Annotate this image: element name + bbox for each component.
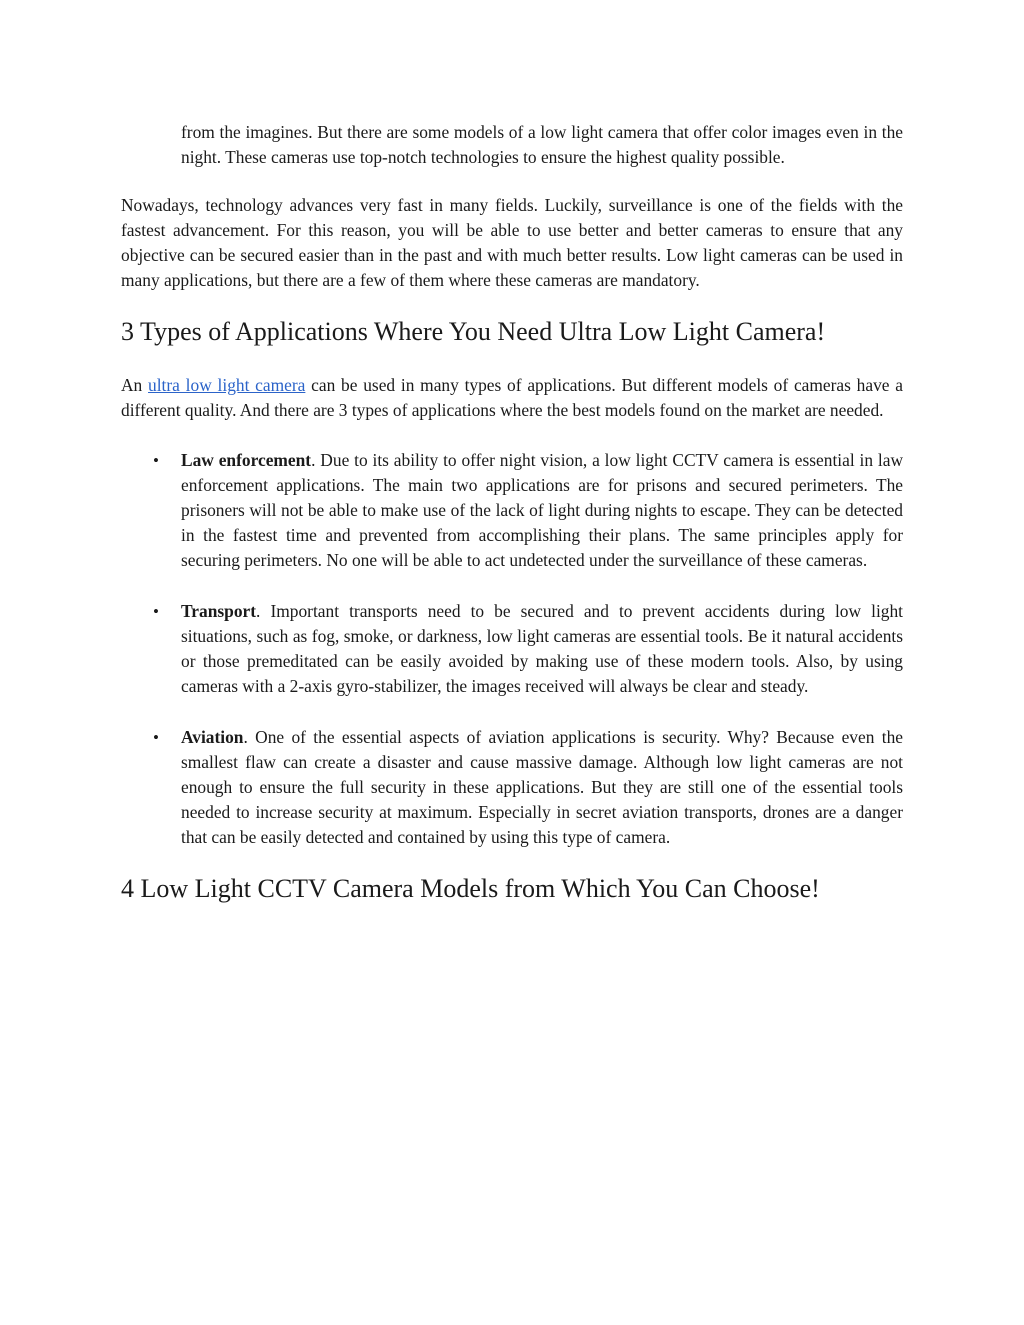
list-item-aviation (121, 725, 903, 850)
applications-intro-suffix: can be used in many types of applications. But different models of cameras have a different quality. And there are 3 types of applications where the best models found on the market are needed. (121, 375, 903, 420)
list-item-transport (121, 599, 903, 699)
law-enforcement-text: . Due to its ability to offer night vision, a low light CCTV camera is essential in law enforcement applications. The main two applications are for prisons and secured perimeters. The prisoners will not be able to make use of the lack of light during nights to escape. They can be detected in the fastest time and prevented from accomplishing their plans. The same principles apply for securing perimeters. No one will be able to act undetected under the surveillance of these cameras. (181, 450, 904, 570)
applications-intro-prefix: An (121, 375, 149, 395)
transport-text: . Important transports need to be secured and to prevent accidents during low light situations, such as fog, smoke, or darkness, low light cameras are essential tools. Be it natural accidents or those premeditated can be easily avoided by making use of these modern tools. Also, by using cameras with a 2-axis gyro-stabilizer, the images received will always be clear and steady. (181, 601, 903, 696)
aviation-text: . One of the essential aspects of aviation applications is security. Why? Because even the smallest flaw can create a disaster and cause massive damage. Although low light cameras are not enough to ensure the full security in these applications. But they are still one of the essential tools needed to increase security at maximum. Especially in secret aviation transports, drones are a danger that can be easily detected and contained by using this type of camera. (181, 727, 903, 847)
technology-paragraph: Nowadays, technology advances very fast in many fields. Luckily, surveillance is one of the fields with the fastest advancement. For this reason, you will be able to use better and better cameras to ensure that any objective can be secured easier than in the past and with much better results. Low light cameras can be used in many applications, but there are a few of them where these cameras are mandatory. (121, 195, 903, 290)
intro-continuation-paragraph: from the imagines. But there are some models of a low light camera that offer color images even in the night. These cameras use top-notch technologies to ensure the highest quality possible. (181, 122, 903, 167)
applications-list (121, 448, 903, 850)
transport-term: Transport (181, 601, 257, 621)
ultra-low-light-camera-link[interactable]: ultra low light camera (148, 375, 306, 395)
bullet-icon: • (153, 602, 159, 621)
heading-application-types: 3 Types of Applications Where You Need Ultra Low Light Camera! (121, 317, 826, 346)
applications-intro-paragraph (121, 373, 903, 423)
bullet-icon: • (153, 451, 159, 470)
list-item-law-enforcement (121, 448, 903, 573)
law-enforcement-term: Law enforcement (181, 450, 312, 470)
aviation-term: Aviation (181, 727, 244, 747)
bullet-icon: • (153, 728, 159, 747)
heading-camera-models: 4 Low Light CCTV Camera Models from Which You Can Choose! (121, 874, 820, 903)
document-page (121, 120, 903, 905)
